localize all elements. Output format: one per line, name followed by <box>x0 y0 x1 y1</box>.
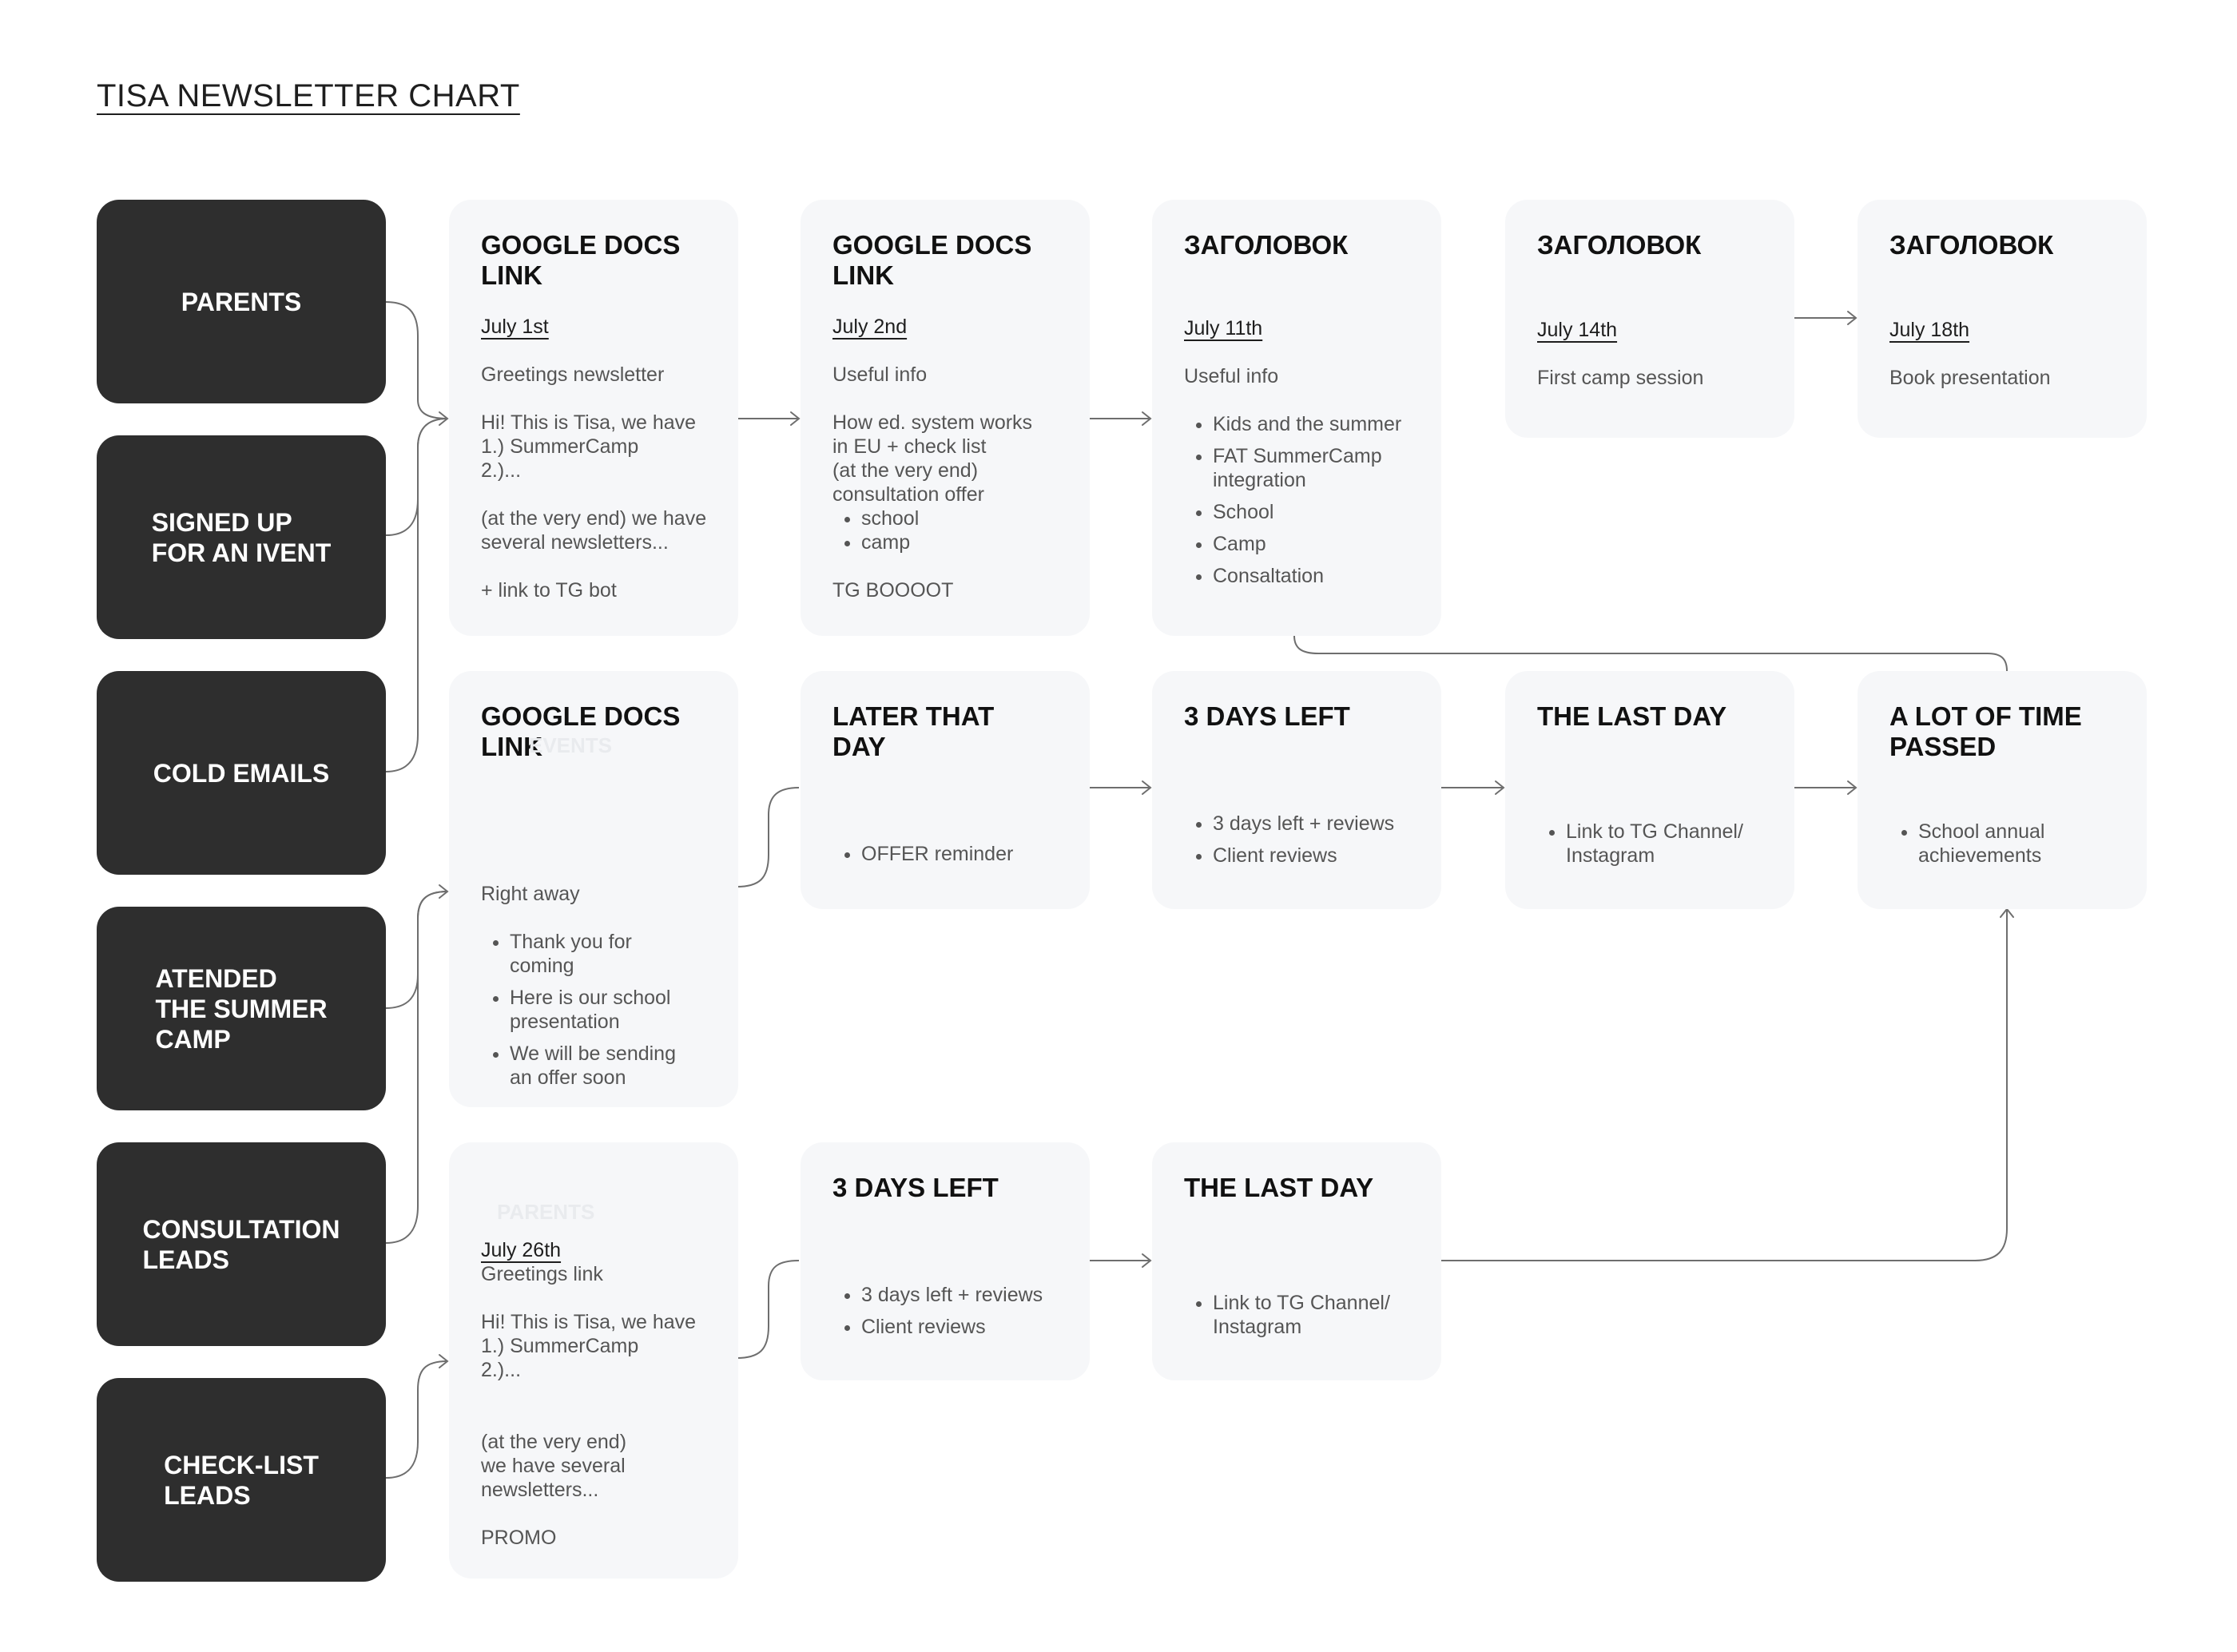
card-subtitle: Greetings newsletter <box>481 363 665 386</box>
connector-r1c3-r2c5 <box>1294 636 2007 671</box>
card-footer: PROMO <box>481 1527 557 1549</box>
list-item: • Client reviews <box>861 1315 1067 1339</box>
card-title: LATER THAT DAY <box>832 701 995 761</box>
list-item: • Camp <box>1213 532 1419 556</box>
connector-r3c1-r3c2 <box>737 1261 799 1358</box>
card-r2c5[interactable] <box>1858 671 2147 909</box>
list-item: • 3 days left + reviews <box>861 1283 1067 1307</box>
card-bullets <box>1537 820 1772 868</box>
connector-r2c1-r2c2 <box>737 788 799 887</box>
card-body-2: (at the very end) we have several newsletters... <box>481 507 707 554</box>
card-r1c5[interactable] <box>1858 200 2147 438</box>
card-r1c3[interactable] <box>1152 200 1441 636</box>
card-footer: TG BOOOOT <box>832 579 954 602</box>
card-bullets <box>832 506 1067 554</box>
card-bullets <box>1889 820 2124 868</box>
card-subtitle: Book presentation <box>1889 367 2051 389</box>
audience-cold-emails[interactable]: COLD EMAILS <box>97 671 386 875</box>
card-bullets <box>1184 412 1419 588</box>
card-date: July 18th <box>1889 319 1970 341</box>
card-title: GOOGLE DOCS LINK <box>481 230 681 290</box>
card-bullets <box>481 930 716 1090</box>
card-subtitle: Useful info <box>832 363 928 386</box>
card-title: THE LAST DAY <box>1184 1173 1374 1202</box>
list-item: • Link to TG Channel/ Instagram <box>1566 820 1772 868</box>
card-date: July 2nd <box>832 316 908 338</box>
list-item: • Kids and the summer <box>1213 412 1419 436</box>
card-r3c2[interactable] <box>801 1142 1090 1380</box>
card-footer: + link to TG bot <box>481 579 617 602</box>
card-r2c2[interactable] <box>801 671 1090 909</box>
audience-attended-camp[interactable]: ATENDED THE SUMMER CAMP <box>97 907 386 1110</box>
connector-consultation-leads <box>386 892 447 1243</box>
connector-cold-emails <box>386 419 447 772</box>
card-date: July 26th <box>481 1239 562 1261</box>
list-item: • School annual achievements <box>1918 820 2124 868</box>
card-date: July 14th <box>1537 319 1618 341</box>
card-subtitle: First camp session <box>1537 367 1704 389</box>
card-title: A LOT OF TIME PASSED <box>1889 701 2082 761</box>
card-body: Hi! This is Tisa, we have 1.) SummerCamp 2.)... <box>481 1311 697 1381</box>
card-subtitle: Useful info <box>1184 365 1279 387</box>
card-subtitle: Right away <box>481 883 580 905</box>
card-r2c1[interactable] <box>449 671 738 1107</box>
list-item: • Link to TG Channel/ Instagram <box>1213 1291 1419 1339</box>
card-r3c3[interactable] <box>1152 1142 1441 1380</box>
card-subtitle: Greetings link <box>481 1263 603 1285</box>
list-item: • OFFER reminder <box>861 842 1067 866</box>
card-title: GOOGLE DOCS LINK <box>832 230 1032 290</box>
card-bullets <box>832 842 1067 866</box>
card-title: ЗАГОЛОВОК <box>1184 230 1349 260</box>
card-body: How ed. system works in EU + check list (at the very end) consultation offer <box>832 411 1033 506</box>
card-r1c4[interactable] <box>1505 200 1794 438</box>
list-item: • FAT SummerCamp integration <box>1213 444 1419 492</box>
card-title: GOOGLE DOCS LINK <box>481 701 681 761</box>
ghost-label: PARENTS <box>497 1200 595 1224</box>
card-title: THE LAST DAY <box>1537 701 1727 731</box>
card-title: 3 DAYS LEFT <box>832 1173 999 1202</box>
list-item: • Consaltation <box>1213 564 1419 588</box>
audience-checklist-leads[interactable]: CHECK-LIST LEADS <box>97 1378 386 1582</box>
card-r2c3[interactable] <box>1152 671 1441 909</box>
card-date: July 1st <box>481 316 549 338</box>
ghost-label: EVENTS <box>529 733 613 757</box>
list-item: • We will be sending an offer soon <box>510 1042 716 1090</box>
connector-parents <box>386 302 447 419</box>
list-item: • Thank you for coming <box>510 930 716 978</box>
connector-r3c3-r2c5 <box>1441 909 2007 1261</box>
card-title: 3 DAYS LEFT <box>1184 701 1350 731</box>
card-bullets <box>832 1283 1067 1339</box>
card-r2c4[interactable] <box>1505 671 1794 909</box>
audience-signed-up[interactable]: SIGNED UP FOR AN IVENT <box>97 435 386 639</box>
list-item: • school <box>861 506 1067 530</box>
card-body-2: (at the very end) we have several newsletters... <box>481 1431 627 1501</box>
list-item: • School <box>1213 500 1419 524</box>
list-item: • Client reviews <box>1213 844 1419 868</box>
list-item: • 3 days left + reviews <box>1213 812 1419 836</box>
connector-checklist-leads <box>386 1361 447 1478</box>
list-item: • Here is our school presentation <box>510 986 716 1034</box>
card-r1c1[interactable] <box>449 200 738 636</box>
connector-signed-up <box>386 419 447 535</box>
audience-consultation-leads[interactable]: CONSULTATION LEADS <box>97 1142 386 1346</box>
card-body: Hi! This is Tisa, we have 1.) SummerCamp 2.)... <box>481 411 697 482</box>
card-r3c1[interactable] <box>449 1142 738 1579</box>
page-title: TISA NEWSLETTER CHART <box>97 78 520 113</box>
connector-attended-camp <box>386 892 447 1008</box>
card-title: ЗАГОЛОВОК <box>1537 230 1702 260</box>
card-bullets <box>1184 1291 1419 1339</box>
list-item: • camp <box>861 530 1067 554</box>
card-title: ЗАГОЛОВОК <box>1889 230 2054 260</box>
card-r1c2[interactable] <box>801 200 1090 636</box>
card-date: July 11th <box>1184 317 1263 340</box>
audience-parents[interactable]: PARENTS <box>97 200 386 403</box>
card-bullets <box>1184 812 1419 868</box>
